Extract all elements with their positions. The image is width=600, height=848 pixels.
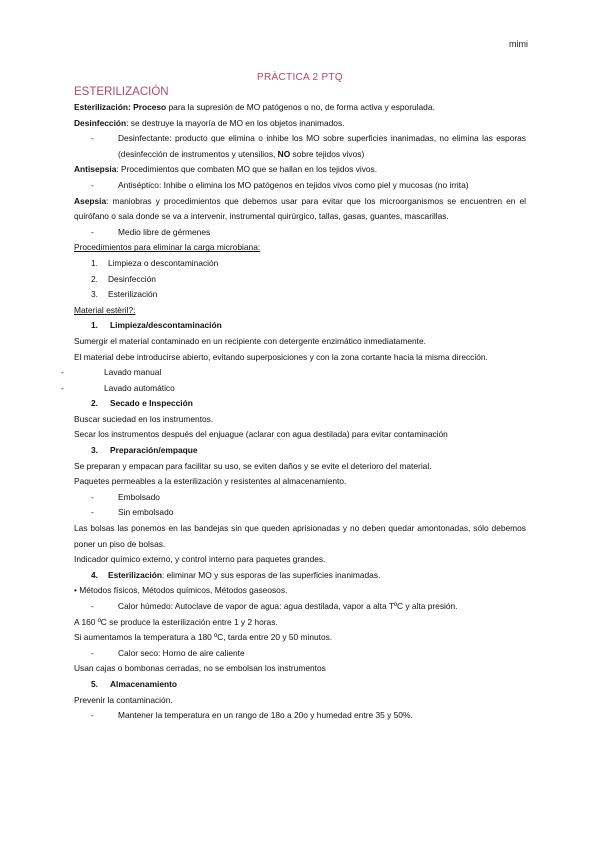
paragraph: Paquetes permeables a la esterilización y resistentes al almacenamiento. — [74, 476, 347, 487]
dash: - — [91, 133, 94, 144]
list-item-desinfectante — [74, 131, 526, 162]
term-sep: : — [128, 102, 134, 112]
list-item — [74, 708, 526, 724]
step-1-heading — [74, 318, 526, 334]
list-item-antiseptico — [74, 178, 526, 194]
dash: - — [91, 647, 94, 658]
definition-esterilizacion — [74, 100, 526, 116]
step-number: 3. — [91, 445, 98, 456]
dash: - — [91, 226, 94, 237]
item-text: Embolsado — [118, 491, 160, 502]
definition-text: : maniobras y procedimientos que debemos usar para evitar que los microorganismos se encuentren en el quirófano o sala donde se va a intervenir, instrumental quirúrgico, tallas, gasas, guantes, mascarillas. — [74, 195, 526, 222]
definition-text: para la supresión de MO patógenos o no, de forma activa y esporulada. — [166, 102, 435, 112]
item-text: Medio libre de gérmenes — [118, 226, 211, 237]
dash: - — [91, 710, 94, 721]
paragraph: Buscar suciedad en los instrumentos. — [74, 413, 214, 424]
paragraph: • Métodos físicos, Métodos químicos, Métodos gaseosos. — [74, 585, 288, 596]
term-bold: Proceso — [133, 102, 167, 112]
paragraph: El material debe introducirse abierto, evitando superposiciones y con la zona cortante hacia la misma dirección. — [74, 351, 488, 362]
procedimientos-heading: Procedimientos para eliminar la carga microbiana: — [74, 242, 261, 253]
step-title: Secado e Inspección — [110, 398, 193, 409]
header-name: mimi — [509, 39, 528, 49]
page-title: PRÀCTICA 2 PTQ — [257, 72, 343, 83]
list-item — [74, 505, 526, 521]
dash: - — [91, 601, 94, 611]
paragraph: Usan cajas o bombonas cerradas, no se embolsan los instrumentos — [74, 663, 326, 674]
material-heading: Material estèril?: — [74, 304, 136, 315]
list-item — [61, 365, 526, 381]
term: Esterilización — [74, 102, 128, 112]
term: Antisepsia — [74, 164, 117, 175]
list-item — [74, 490, 526, 506]
dash: - — [91, 491, 94, 502]
document-body — [61, 84, 526, 724]
item-text: Desinfectante: producto que elimina o inhibe los MO sobre superficies inanimadas, no elimina las esporas (desinfección de instrumentos y utensilios, — [118, 133, 526, 159]
step-number: 2. — [91, 398, 98, 409]
term: Asepsia — [74, 195, 107, 206]
dash: - — [61, 382, 64, 393]
item-bold: NO — [277, 148, 291, 159]
list-item — [74, 646, 526, 662]
step-2-heading — [74, 396, 526, 412]
paragraph: Si aumentamos la temperatura a 180 ºC, tarda entre 20 y 50 minutos. — [74, 632, 333, 643]
item-text: Desinfección — [108, 273, 156, 284]
item-text: Esterilización — [108, 289, 158, 300]
step-title: Esterilización — [108, 569, 162, 580]
item-text: Lavado manual — [104, 367, 162, 378]
step-3-heading — [74, 443, 526, 459]
item-number: 2. — [91, 273, 98, 284]
item-text: Antiséptico: Inhibe o elimina los MO patógenos en tejidos vivos como piel y mucosas (no irrita) — [118, 179, 469, 190]
definition-antisepsia — [74, 162, 526, 178]
step-5-heading — [74, 677, 526, 693]
step-text: : eliminar MO y sus esporas de las superficies inanimadas. — [162, 569, 381, 580]
step-4-heading — [74, 568, 526, 584]
list-item — [61, 381, 526, 397]
list-item — [74, 287, 526, 303]
dash: - — [91, 179, 94, 190]
list-item — [74, 272, 526, 288]
definition-text: : se destruye la mayoría de MO en los objetos inanimados. — [126, 117, 345, 128]
item-number: 3. — [91, 289, 98, 300]
term: Desinfección — [74, 117, 127, 128]
item-number: 1. — [91, 257, 98, 268]
step-title: Preparación/empaque — [110, 445, 198, 456]
paragraph: A 160 ºC se produce la esterilización entre 1 y 2 horas. — [74, 616, 278, 627]
list-item — [74, 256, 526, 272]
paragraph: Indicador químico externo, y control interno para paquetes grandes. — [74, 554, 326, 565]
paragraph: Secar los instrumentos después del enjuague (aclarar con agua destilada) para evitar contaminación — [74, 429, 448, 440]
dash: - — [61, 367, 64, 378]
item-text: Calor seco: Horno de aire caliente — [118, 647, 245, 658]
step-number: 4. — [91, 569, 98, 580]
item-text-2: sobre tejidos vivos) — [290, 148, 365, 159]
item-text: Calor húmedo: Autoclave de vapor de agua: agua destilada, vapor a alta TºC y alta presión. — [118, 601, 458, 611]
definition-text: : Procedimientos que combaten MO que se hallan en los tejidos vivos. — [116, 164, 378, 175]
dash: - — [91, 507, 94, 518]
paragraph: Sumergir el material contaminado en un recipiente con detergente enzimático inmediatamente. — [74, 335, 426, 346]
definition-desinfeccion — [74, 116, 526, 132]
definition-asepsia — [74, 194, 526, 225]
paragraph: Se preparan y empacan para facilitar su uso, se eviten daños y se evite el deterioro del material. — [74, 460, 432, 471]
paragraph: Las bolsas las ponemos en las bandejas sin que queden aprisionadas y no deben quedar amontonadas, sólo debemos poner un piso de bolsas. — [74, 523, 526, 549]
section-heading: ESTERILIZACIÓN — [74, 86, 169, 98]
list-item-medio — [74, 225, 526, 241]
list-item — [74, 599, 526, 615]
item-text: Mantener la temperatura en un rango de 18o a 20o y humedad entre 35 y 50%. — [118, 710, 413, 721]
step-number: 5. — [91, 678, 98, 689]
step-title: Limpieza/descontaminación — [110, 320, 222, 331]
item-text: Sin embolsado — [118, 507, 174, 518]
item-text: Limpieza o descontaminación — [108, 257, 219, 268]
step-title: Almacenamiento — [110, 678, 178, 689]
paragraph: Prevenir la contaminación. — [74, 694, 173, 705]
step-number: 1. — [91, 320, 98, 331]
item-text: Lavado automático — [104, 382, 175, 393]
